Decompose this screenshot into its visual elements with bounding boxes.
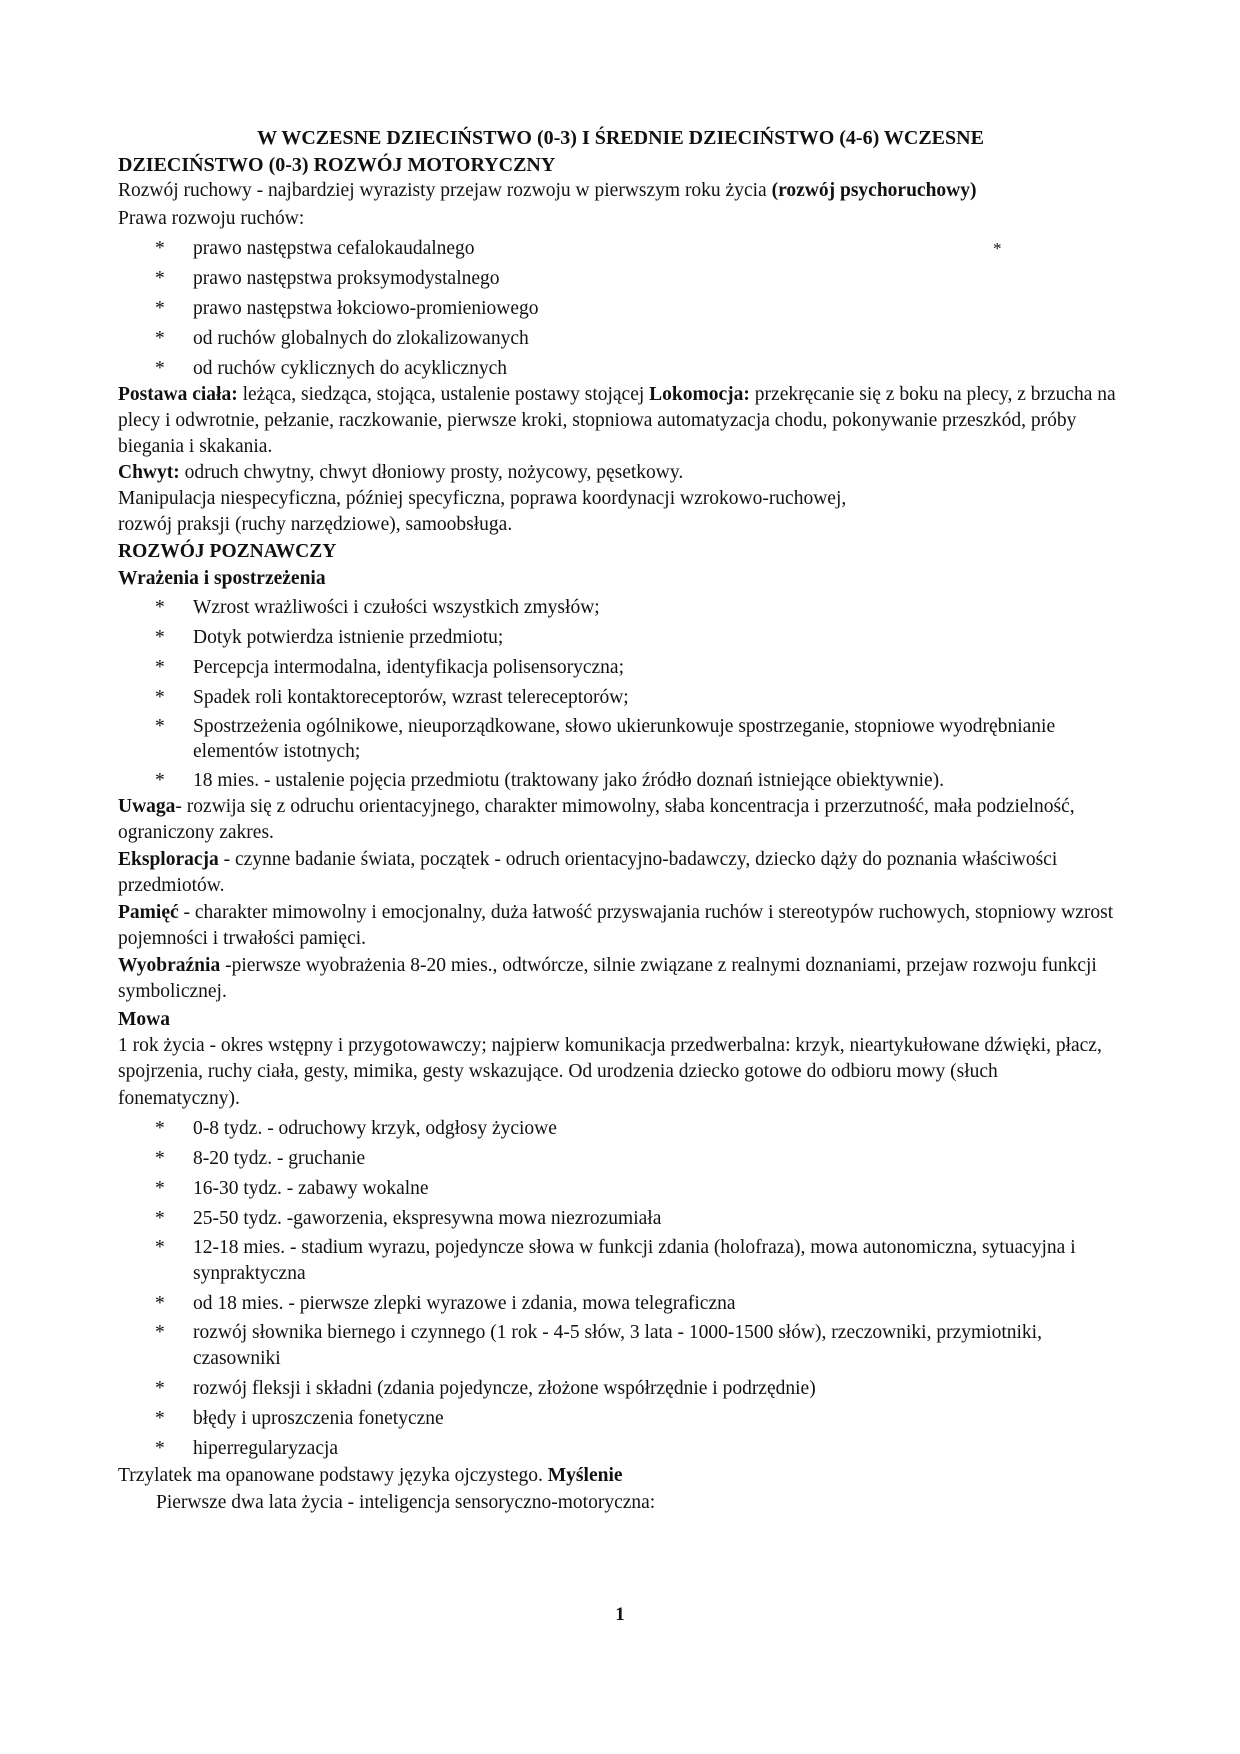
mowa-list [118,1115,1123,1462]
eksploracja-label: Eksploracja [118,848,219,870]
manipulacja-line-1: Manipulacja niespecyficzna, później specyficzna, poprawa koordynacji wzrokowo-ruchowej, [118,487,847,509]
list-item [118,235,1123,262]
bullet-icon: * [155,1148,165,1169]
list-item-text: od 18 mies. - pierwsze zlepki wyrazowe i zdania, mowa telegraficzna [193,1293,736,1314]
list-item-text: 12-18 mies. - stadium wyrazu, pojedyncze słowa w funkcji zdania (holofraza), mowa autonomiczna, sytuacyjna i synpraktyczna [193,1237,1076,1284]
list-item [118,1290,1123,1317]
list-item [118,684,1123,711]
list-item-text: 8-20 tydz. - gruchanie [193,1148,366,1169]
list-item-text: od ruchów cyklicznych do acyklicznych [193,357,508,379]
bullet-icon: * [155,1237,165,1258]
list-item [118,654,1123,681]
list-item-text: błędy i uproszczenia fonetyczne [193,1408,444,1429]
list-item-text: rozwój fleksji i składni (zdania pojedyncze, złożone współrzędnie i podrzędnie) [193,1378,816,1399]
document-body [118,124,1123,1516]
title-line-2: DZIECIŃSTWO (0-3) ROZWÓJ MOTORYCZNY [118,154,556,176]
bullet-icon: * [155,267,165,289]
postawa-text: leżąca, siedząca, stojąca, ustalenie postawy stojącej [237,383,650,405]
list-item [118,1435,1123,1462]
list-item-text: Percepcja intermodalna, identyfikacja polisensoryczna; [193,656,624,678]
trzylatek-text: Trzylatek ma opanowane podstawy języka ojczystego. [118,1465,548,1486]
bullet-icon: * [155,626,165,648]
list-item [118,1375,1123,1402]
bullet-icon: * [155,686,165,708]
intro-paragraph [118,178,1123,204]
bullet-icon: * [155,1208,165,1229]
chwyt-text: odruch chwytny, chwyt dłoniowy prosty, nożycowy, pęsetkowy. [179,461,684,483]
bullet-icon: * [155,769,165,791]
list-item-text: prawo następstwa cefalokaudalnego [193,237,475,259]
list-item [118,1405,1123,1432]
bullet-icon: * [155,297,165,319]
list-item [118,594,1123,621]
prawa-list [118,235,1123,382]
wyobraznia-text: -pierwsze wyobrażenia 8-20 mies., odtwórcze, silnie związane z realnymi doznaniami, przejaw rozwoju funkcji symbolicznej. [118,954,1097,1002]
bullet-icon: * [155,1322,165,1343]
list-item-text: 18 mies. - ustalenie pojęcia przedmiotu (traktowany jako źródło doznań istniejące obiektywnie). [193,769,945,791]
list-item [118,295,1123,322]
bullet-icon: * [155,237,165,259]
bullet-icon: * [155,1293,165,1314]
uwaga-paragraph [118,794,1123,847]
bullet-icon: * [155,715,165,737]
title-line-1: W WCZESNE DZIECIŃSTWO (0-3) I ŚREDNIE DZIECIŃSTWO (4-6) WCZESNE [257,127,984,149]
wyobraznia-paragraph [118,953,1123,1006]
bullet-icon: * [155,1438,165,1459]
list-item [118,767,1123,794]
prawa-header: Prawa rozwoju ruchów: [118,208,305,229]
list-item [118,325,1123,352]
list-item-text: 0-8 tydz. - odruchowy krzyk, odgłosy życiowe [193,1118,557,1139]
list-item [118,1320,1123,1372]
list-item-text: Spadek roli kontaktoreceptorów, wzrast telereceptorów; [193,686,629,708]
chwyt-paragraph [118,460,1123,486]
wrazenia-list [118,594,1123,794]
list-item [118,714,1123,764]
list-item-text: od ruchów globalnych do zlokalizowanych [193,327,529,349]
list-item [118,265,1123,292]
bullet-icon: * [155,596,165,618]
mowa-paragraph: 1 rok życia - okres wstępny i przygotowawczy; najpierw komunikacja przedwerbalna: krzyk, nieartykułowane dźwięki, płacz, spojrzenia, ruchy ciała, gesty, mimika, gesty wskazujące. Od urodzenia dziecko gotowe do odbioru mowy (słuch fonematyczny). [118,1034,1102,1109]
list-item-text: Wzrost wrażliwości i czułości wszystkich zmysłów; [193,596,600,618]
intro-text: Rozwój ruchowy - najbardziej wyrazisty przejaw rozwoju w pierwszym roku życia [118,180,772,201]
poznawczy-header: ROZWÓJ POZNAWCZY [118,540,337,562]
lokomocja-label: Lokomocja: [649,383,750,405]
wyobraznia-label: Wyobraźnia [118,954,221,976]
page-number: 1 [615,1604,625,1625]
bullet-icon: * [155,1408,165,1429]
uwaga-label: Uwaga [118,795,176,817]
mowa-header: Mowa [118,1008,170,1030]
bullet-icon: * [155,1118,165,1139]
list-item [118,355,1123,382]
chwyt-label: Chwyt: [118,461,180,483]
bullet-icon: * [155,327,165,349]
postawa-label: Postawa ciała: [118,383,238,405]
wrazenia-header: Wrażenia i spostrzeżenia [118,567,326,589]
list-item [118,1145,1123,1172]
eksploracja-text: - czynne badanie świata, początek - odruch orientacyjno-badawczy, dziecko dąży do poznania właściwości przedmiotów. [118,848,1058,896]
bullet-icon: * [155,357,165,379]
list-item [118,624,1123,651]
bullet-icon: * [155,1178,165,1199]
list-item [118,1205,1123,1232]
bullet-icon: * [155,656,165,678]
eksploracja-paragraph [118,847,1123,900]
list-item-text: prawo następstwa łokciowo-promieniowego [193,297,539,319]
list-item [118,1115,1123,1142]
pamiec-label: Pamięć [118,901,179,923]
stray-bullet-icon: * [993,238,1002,258]
lokomocja-text: przekręcanie się z boku na plecy, z brzucha na plecy i odwrotnie, pełzanie, raczkowanie, pierwsze kroki, stopniowa automatyzacja chodu, pokonywanie przeszkód, próby biegania i skakania. [118,383,1116,457]
intro-bold: (rozwój psychoruchowy) [771,180,977,201]
pamiec-text: - charakter mimowolny i emocjonalny, duża łatwość przyswajania ruchów i stereotypów ruchowych, stopniowy wzrost pojemności i trwałości pamięci. [118,901,1114,949]
list-item-text: rozwój słownika biernego i czynnego (1 rok - 4-5 słów, 3 lata - 1000-1500 słów), rzeczowniki, przymiotniki, czasowniki [193,1322,1042,1369]
postawa-paragraph [118,382,1123,460]
list-item-text: Dotyk potwierdza istnienie przedmiotu; [193,626,504,648]
manipulacja-line-2: rozwój praksji (ruchy narzędziowe), samoobsługa. [118,513,513,535]
pierwsze-paragraph: Pierwsze dwa lata życia - inteligencja sensoryczno-motoryczna: [156,1492,656,1513]
pamiec-paragraph [118,900,1123,953]
list-item-text: 25-50 tydz. -gaworzenia, ekspresywna mowa niezrozumiała [193,1208,662,1229]
list-item-text: prawo następstwa proksymodystalnego [193,267,500,289]
list-item [118,1235,1123,1287]
uwaga-text: - rozwija się z odruchu orientacyjnego, charakter mimowolny, słaba koncentracja i przerzutność, mała podzielność, ograniczony zakres. [118,795,1075,843]
bullet-icon: * [155,1378,165,1399]
list-item [118,1175,1123,1202]
list-item-text: hiperregularyzacja [193,1438,339,1459]
list-item-text: Spostrzeżenia ogólnikowe, nieuporządkowane, słowo ukierunkowuje spostrzeganie, stopniowe wyodrębnianie elementów istotnych; [193,715,1056,762]
myslenie-label: Myślenie [547,1465,623,1486]
trzylatek-paragraph [118,1462,1123,1489]
list-item-text: 16-30 tydz. - zabawy wokalne [193,1178,429,1199]
